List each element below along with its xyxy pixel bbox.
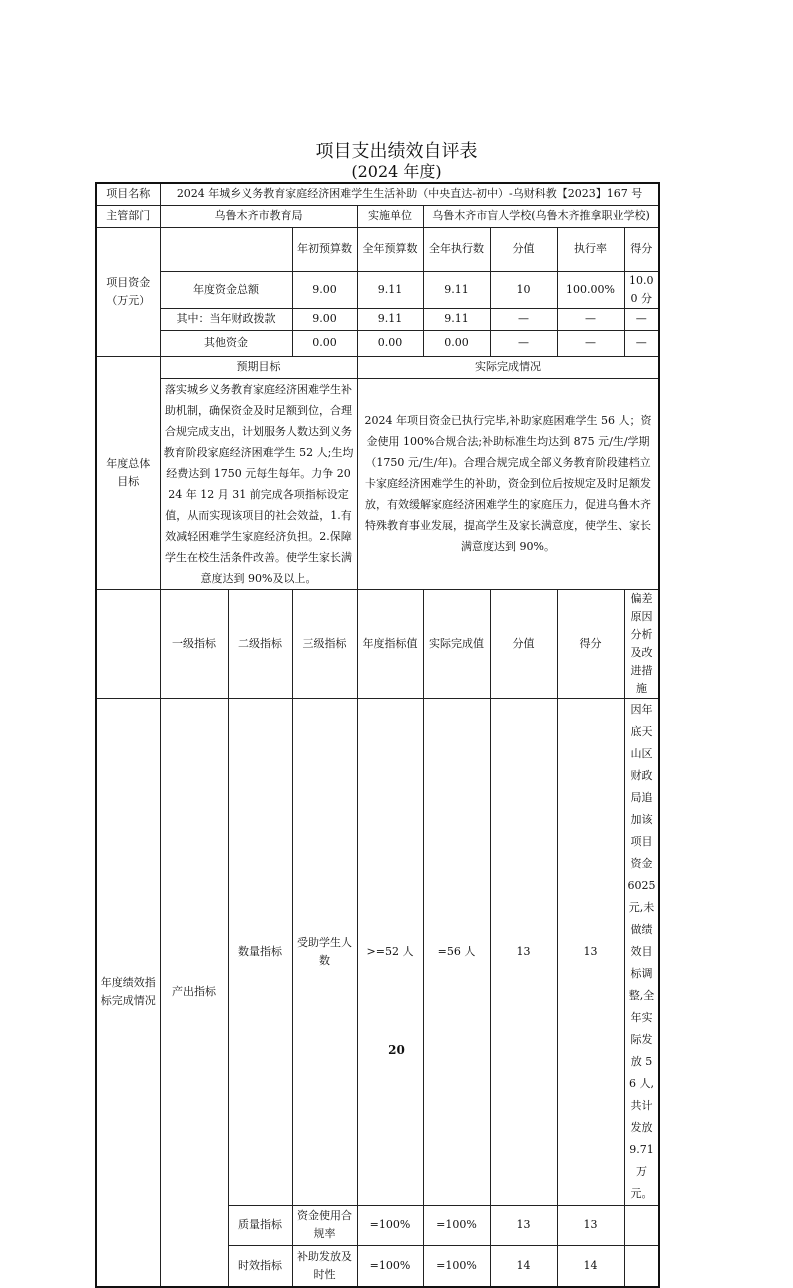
funds-cell: 9.11 bbox=[357, 308, 423, 330]
indicator-level2: 数量指标 bbox=[228, 698, 292, 1205]
funds-cell: 9.00 bbox=[292, 308, 357, 330]
indicator-header-note: 偏差原因分析及改进措施 bbox=[624, 589, 659, 698]
funds-cell: 100.00% bbox=[557, 271, 624, 308]
funds-header-rate: 执行率 bbox=[557, 227, 624, 271]
funds-cell: 9.11 bbox=[357, 271, 423, 308]
funds-cell: 0.00 bbox=[292, 330, 357, 356]
funds-cell: 9.11 bbox=[423, 308, 490, 330]
indicator-level1: 产出指标 bbox=[160, 698, 228, 1287]
page-number: 20 bbox=[388, 1043, 405, 1057]
funds-row-total bbox=[96, 271, 659, 308]
funds-cell: — bbox=[557, 308, 624, 330]
indicator-note bbox=[624, 1245, 659, 1287]
table-row bbox=[96, 698, 659, 1205]
indicator-score: 14 bbox=[490, 1245, 557, 1287]
funds-row-fiscal bbox=[96, 308, 659, 330]
indicator-header-actual: 实际完成值 bbox=[423, 589, 490, 698]
indicator-header-target: 年度指标值 bbox=[357, 589, 423, 698]
indicator-actual: =100% bbox=[423, 1245, 490, 1287]
page-subtitle: (2024 年度) bbox=[351, 162, 442, 181]
indicator-target: >=52 人 bbox=[357, 698, 423, 1205]
funds-cell: 10.00 分 bbox=[624, 271, 659, 308]
funds-row-label: 其中：当年财政拨款 bbox=[160, 308, 292, 330]
indicator-header-level1: 一级指标 bbox=[160, 589, 228, 698]
indicator-target: =100% bbox=[357, 1245, 423, 1287]
funds-header-score-value: 分值 bbox=[490, 227, 557, 271]
indicator-actual: =100% bbox=[423, 1205, 490, 1245]
funds-header-initial: 年初预算数 bbox=[292, 227, 357, 271]
indicator-score: 13 bbox=[490, 1205, 557, 1245]
indicator-level3: 资金使用合规率 bbox=[292, 1205, 357, 1245]
dept-value: 乌鲁木齐市教育局 bbox=[160, 205, 357, 227]
goals-label bbox=[96, 356, 160, 589]
funds-header-executed: 全年执行数 bbox=[423, 227, 490, 271]
funds-header-blank bbox=[160, 227, 292, 271]
indicator-header-row bbox=[96, 589, 659, 698]
impl-label: 实施单位 bbox=[357, 205, 423, 227]
indicator-got: 14 bbox=[557, 1245, 624, 1287]
funds-row-other bbox=[96, 330, 659, 356]
funds-cell: — bbox=[490, 308, 557, 330]
indicator-actual: =56 人 bbox=[423, 698, 490, 1205]
funds-cell: 0.00 bbox=[357, 330, 423, 356]
indicator-note bbox=[624, 1205, 659, 1245]
funds-row-label: 其他资金 bbox=[160, 330, 292, 356]
indicator-section-label: 年度绩效指标完成情况 bbox=[96, 698, 160, 1287]
funds-label bbox=[96, 227, 160, 356]
funds-row-label: 年度资金总额 bbox=[160, 271, 292, 308]
indicator-level2: 质量指标 bbox=[228, 1205, 292, 1245]
funds-header-score: 得分 bbox=[624, 227, 659, 271]
funds-cell: — bbox=[624, 330, 659, 356]
funds-cell: — bbox=[557, 330, 624, 356]
indicator-got: 13 bbox=[557, 698, 624, 1205]
page-title: 项目支出绩效自评表 bbox=[315, 141, 478, 162]
performance-table bbox=[95, 182, 660, 1288]
indicator-level3: 补助发放及时性 bbox=[292, 1245, 357, 1287]
indicator-header-level3: 三级指标 bbox=[292, 589, 357, 698]
indicator-score: 13 bbox=[490, 698, 557, 1205]
indicator-note: 因年底天山区财政局追加该项目资金 6025 元,未做绩效目标调整,全年实际发放 56 人,共计发放 9.71 万元。 bbox=[624, 698, 659, 1205]
indicator-header-blank bbox=[96, 589, 160, 698]
goals-label-line2: 目标 bbox=[117, 474, 140, 488]
funds-header-annual: 全年预算数 bbox=[357, 227, 423, 271]
indicator-level3: 受助学生人数 bbox=[292, 698, 357, 1205]
funds-label-line1: 项目资金 bbox=[106, 275, 151, 289]
dept-label: 主管部门 bbox=[96, 205, 160, 227]
project-name-label: 项目名称 bbox=[96, 183, 160, 205]
goals-actual-header: 实际完成情况 bbox=[357, 356, 659, 378]
funds-cell: 9.00 bbox=[292, 271, 357, 308]
funds-cell: 0.00 bbox=[423, 330, 490, 356]
goals-label-line1: 年度总体 bbox=[106, 456, 151, 470]
goals-actual-text: 2024 年项目资金已执行完毕,补助家庭困难学生 56 人；资金使用 100%合规合法;补助标准生均达到 875 元/生/学期（1750 元/生/年)。合理合规完成全部义务教育阶段建档立卡家庭经济困难学生的补助，资金到位后按规定及时足额发放，有效缓解家庭经济困难学生的家庭压力，促进乌鲁木齐特殊教育事业发展，提高学生及家长满意度，使学生、家长满意度达到 90%。 bbox=[357, 378, 659, 589]
goals-expected-header: 预期目标 bbox=[160, 356, 357, 378]
indicator-got: 13 bbox=[557, 1205, 624, 1245]
funds-label-line2: （万元） bbox=[106, 293, 151, 307]
indicator-header-score: 分值 bbox=[490, 589, 557, 698]
goals-expected-text: 落实城乡义务教育家庭经济困难学生补助机制，确保资金及时足额到位，合理合规完成支出，计划服务人数达到义务教育阶段家庭经济困难学生 52 人;生均经费达到 1750 元每生每年。力争 2024 年 12 月 31 前完成各项指标设定值，从而实现该项目的社会效益，1.有效减轻困难学生家庭经济负担。2.保障学生在校生活条件改善。使学生家长满意度达到 90%及以上。 bbox=[160, 378, 357, 589]
indicator-header-got: 得分 bbox=[557, 589, 624, 698]
indicator-target: =100% bbox=[357, 1205, 423, 1245]
impl-value: 乌鲁木齐市盲人学校(乌鲁木齐推拿职业学校) bbox=[423, 205, 659, 227]
funds-cell: — bbox=[490, 330, 557, 356]
funds-cell: 10 bbox=[490, 271, 557, 308]
project-name-value: 2024 年城乡义务教育家庭经济困难学生生活补助（中央直达-初中）-乌财科教【2023】167 号 bbox=[160, 183, 659, 205]
indicator-level2: 时效指标 bbox=[228, 1245, 292, 1287]
funds-cell: — bbox=[624, 308, 659, 330]
funds-cell: 9.11 bbox=[423, 271, 490, 308]
indicator-header-level2: 二级指标 bbox=[228, 589, 292, 698]
